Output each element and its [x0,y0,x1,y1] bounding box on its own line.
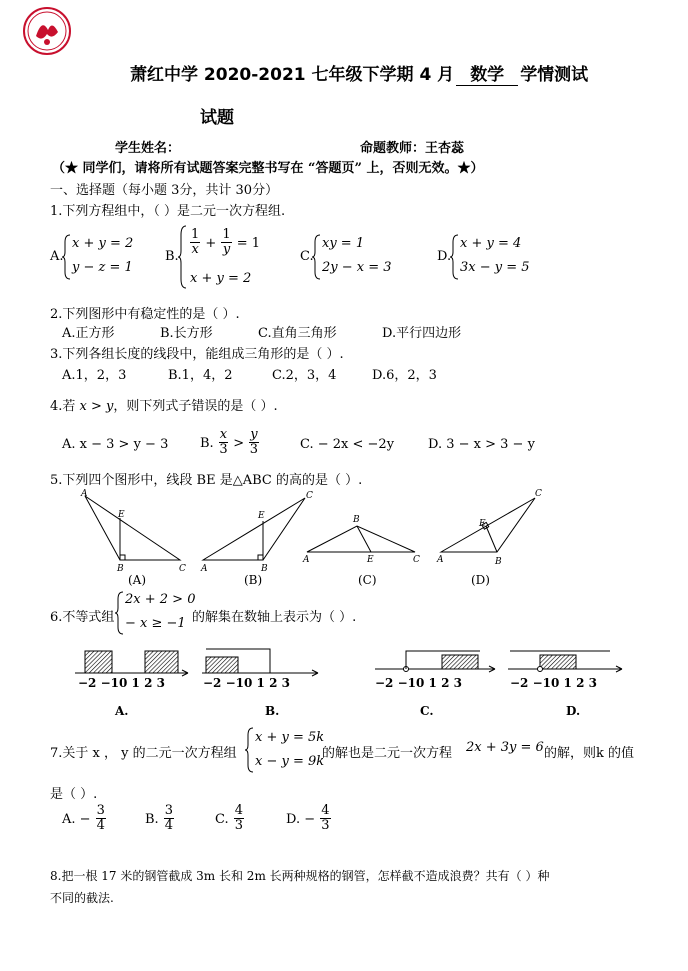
q4-stem-pre: 4.若 [50,399,76,414]
axis-label: 0 [244,676,253,690]
q7-eq2: x − y = 9k [255,754,325,769]
q3-option-b: B.1，4，2 [168,368,233,383]
axis-label: 2 [269,676,278,690]
q1-d-eq2: 3x − y = 5 [460,260,530,275]
q7-stem-post: 的解，则k 的值 [544,746,635,761]
svg-text:B: B [495,557,502,567]
axis-label: −1 [532,676,551,690]
q6-axis-labels-a [78,676,165,690]
number-line-a [75,651,188,676]
q1-a-eq2: y − z = 1 [72,260,133,275]
q7-eq3: 2x + 3y = 6 [466,740,544,755]
q4-stem [50,395,278,414]
q3-option-a: A.1，2，3 [62,368,127,383]
svg-text:C: C [535,489,542,499]
svg-text:B: B [353,515,360,525]
svg-text:E: E [367,555,374,565]
axis-label: 1 [256,676,265,690]
svg-text:A: A [303,555,310,565]
q4-option-d: D. 3 − x > 3 − y [428,437,535,452]
axis-label: −2 [78,676,97,690]
teacher-label: 命题教师：王杏蕊 [360,141,465,156]
q7-c-num: 4 [234,803,243,818]
q4-b-den2: 3 [249,442,259,457]
q6-ineq1: 2x + 2 > 0 [125,592,196,607]
q4-b-den1: 3 [219,442,228,457]
q3-option-c: C.2，3，4 [272,368,337,383]
svg-text:B: B [261,564,268,574]
axis-label: 1 [563,676,572,690]
q1-d-label: D. [437,249,452,264]
q8-line1: 8.把一根 17 米的钢管截成 3m 长和 2m 长两种规格的钢管，怎样截不造成浪费？共有（ ）种 [50,869,550,883]
svg-text:E: E [479,519,486,529]
q4-b-label: B. [200,436,214,451]
q1-b-num1: 1 [191,227,200,242]
q7-option-b [145,804,174,833]
subject: 数学 [470,65,505,85]
q3-stem: 3.下列各组长度的线段中，能组成三角形的是（ ）. [50,347,344,362]
axis-label: −1 [100,676,119,690]
q7-c-label: C. [215,812,229,827]
student-name-label: 学生姓名： [115,141,181,156]
q7-a-den: 4 [96,818,105,833]
q6-option-c: C. [420,704,434,718]
q7-stem-pre: 7.关于 x ， y 的二元一次方程组 [50,746,237,761]
axis-label: −2 [375,676,394,690]
q6-option-d: D. [566,704,581,718]
axis-label: 0 [119,676,128,690]
q6-option-b: B. [265,704,280,718]
notice: （★ 同学们，请将所有试题答案完整书写在 “答题页” 上，否则无效。★） [52,161,484,176]
q7-a-label: A. − [62,812,91,827]
q1-d-brace [450,234,460,280]
svg-text:C: C [179,564,186,574]
title-prefix: 萧红中学 2020-2021 七年级下学期 4 月 [130,65,455,85]
q7-d-den: 3 [321,818,330,833]
number-line-d [508,651,622,672]
q7-b-den: 4 [164,818,174,833]
q1-c-eq1: xy = 1 [322,236,365,251]
figure-c [302,515,420,565]
q4-option-a: A. x − 3 > y − 3 [62,437,169,452]
svg-text:B: B [117,564,124,574]
q2-stem: 2.下列图形中有稳定性的是（ ）. [50,307,240,322]
q1-b-brace [178,225,188,289]
school-logo [22,6,72,56]
svg-text:C: C [306,491,313,501]
q6-option-a: A. [115,704,129,718]
svg-text:A: A [201,564,208,574]
q6-brace [115,591,125,635]
svg-text:E: E [258,511,265,521]
q8-line2: 不同的截法. [50,891,114,905]
q6-ineq2: − x ≥ −1 [125,616,186,631]
q1-c-label: C. [300,249,314,264]
q4-b-num1: x [219,427,228,442]
q1-b-label: B. [165,249,179,264]
axis-label: 2 [441,676,450,690]
q4-stem-post: ，则下列式子错误的是（ ）. [113,399,278,414]
q7-option-c [215,804,244,833]
q1-a-brace [62,234,72,280]
title-line2: 试题 [200,108,234,128]
q7-c-den: 3 [234,818,243,833]
q5-caption-a: (A) [128,573,147,587]
q5-caption-b: (B) [244,573,263,587]
q7-eq1: x + y = 5k [255,730,325,745]
axis-label: 1 [428,676,437,690]
axis-label: −1 [225,676,244,690]
q1-d-eq1: x + y = 4 [460,236,522,251]
figure-b [200,491,313,574]
q2-option-b: B.长方形 [160,326,213,341]
q1-b-den2: y [222,242,231,257]
q2-option-c: C.直角三角形 [258,326,337,341]
figure-d [436,489,542,567]
axis-label: 3 [281,676,290,690]
axis-label: 1 [131,676,140,690]
q5-figures [75,488,620,588]
q1-c-brace [312,234,322,280]
figure-a [80,489,186,574]
q1-b-num2: 1 [222,227,231,242]
q7-b-label: B. [145,812,159,827]
svg-text:E: E [118,510,125,520]
number-line-c [375,651,495,672]
axis-label: 3 [156,676,165,690]
q1-b-eq2: x + y = 2 [190,271,252,286]
svg-text:C: C [413,555,420,565]
axis-label: 3 [453,676,462,690]
q6-stem-pre: 6.不等式组 [50,610,115,625]
q2-option-a: A.正方形 [62,326,115,341]
q5-caption-c: (C) [358,573,377,587]
q4-option-b: B. $\frac{x}{3}$ > $\frac{y}{3}$ [200,427,259,457]
axis-label: −2 [510,676,529,690]
title-suffix: 学情测试 [520,65,589,85]
q4-option-c: C. − 2x < −2y [300,437,395,452]
q7-brace [245,727,255,773]
q6-axis-labels-d [510,676,597,690]
number-line-b [202,649,318,676]
axis-label: 0 [551,676,560,690]
q7-a-num: 3 [96,803,105,818]
svg-text:A: A [437,555,444,565]
svg-text:A: A [81,489,88,499]
q1-a-eq1: x + y = 2 [72,236,134,251]
axis-label: 0 [416,676,425,690]
q7-stem-mid: 的解也是二元一次方程 [322,746,453,761]
q7-d-label: D. − [286,812,316,827]
q3-option-d: D.6，2，3 [372,368,437,383]
axis-label: −2 [203,676,222,690]
axis-label: 2 [576,676,585,690]
q6-axis-labels-c [375,676,462,690]
title-line1 [130,60,588,86]
q7-b-num: 3 [164,803,174,818]
q1-a-label: A. [50,249,64,264]
q7-option-a [62,804,106,833]
section-heading: 一、选择题（每小题 3分，共计 30分） [50,183,279,198]
q7-line2: 是（ ）. [50,787,98,802]
q5-stem: 5.下列四个图形中，线段 BE 是△ABC 的高的是（ ）. [50,473,363,488]
q7-d-num: 4 [321,803,330,818]
q5-caption-d: (D) [471,573,490,587]
q6-axis-labels-b [203,676,290,690]
q6-stem-post: 的解集在数轴上表示为（ ）. [192,610,357,625]
axis-label: −1 [397,676,416,690]
q2-option-d: D.平行四边形 [382,326,462,341]
q1-stem: 1.下列方程组中，（ ）是二元一次方程组. [50,204,286,219]
q1-b-eq: = 1 [236,236,261,251]
q7-option-d [286,804,331,833]
axis-label: 2 [144,676,153,690]
q4-condition: x > y [79,399,114,414]
q1-c-eq2: 2y − x = 3 [322,260,392,275]
axis-label: 3 [588,676,597,690]
q1-b-den1: x [191,242,199,257]
q4-b-num2: y [250,427,258,442]
q1-b-eq1: $\frac{1}{x}$ + $\frac{1}{y}$ = 1 [191,227,261,257]
